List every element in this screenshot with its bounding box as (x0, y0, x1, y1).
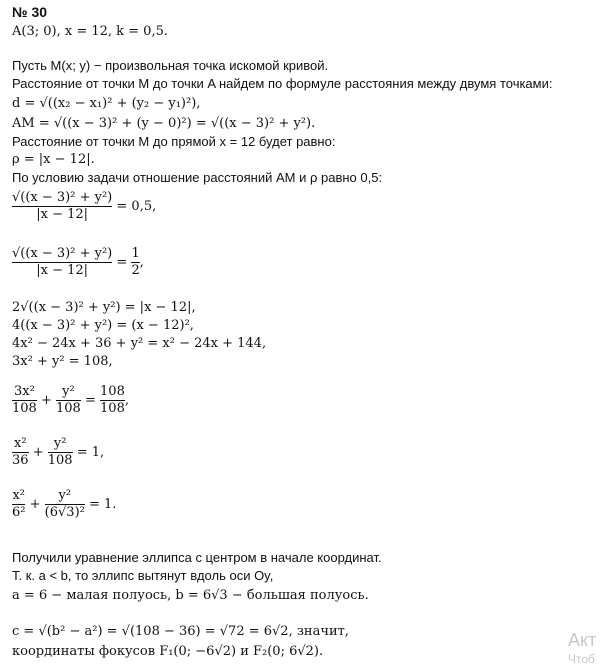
comma: , (139, 255, 144, 270)
denominator: (6√3)² (44, 505, 85, 520)
watermark-line-2: Чтоб (568, 652, 595, 666)
algebra-line-2: 4((x − 3)² + y²) = (x − 12)², (12, 318, 194, 333)
denominator: 108 (47, 453, 73, 468)
denominator: 36 (12, 453, 29, 468)
denominator: |x − 12| (12, 206, 112, 223)
plus-sign: + (40, 393, 52, 408)
watermark-line-1: Акт (568, 630, 597, 650)
distance-formula: d = √((x₂ − x₁)² + (y₂ − y₁)²), (12, 96, 201, 111)
comma: , (124, 393, 129, 408)
numerator: y² (62, 384, 75, 399)
numerator: 108 (100, 384, 125, 399)
equation-ratio-1 (12, 190, 156, 223)
denominator: 108 (100, 401, 125, 416)
equation-ratio-2 (12, 246, 144, 279)
numerator: x² (14, 436, 27, 451)
conclusion-line-4: c = √(b² − a²) = √(108 − 36) = √72 = 6√2, значит, (12, 624, 349, 639)
text-line-7: По условию задачи отношение расстояний AM и ρ равно 0,5: (12, 170, 383, 185)
text-line-1: Пусть M(x; y) − произвольная точка искомой кривой. (12, 58, 329, 73)
numerator: √((x − 3)² + y²) (12, 246, 113, 261)
fraction (12, 246, 112, 279)
text-line-5: Расстояние от точки M до прямой x = 12 будет равно: (12, 134, 336, 149)
fraction (131, 246, 139, 279)
denominator: 2 (131, 263, 140, 278)
algebra-line-1: 2√((x − 3)² + y²) = |x − 12|, (12, 300, 196, 315)
conclusion-line-5: координаты фокусов F₁(0; −6√2) и F₂(0; 6√2). (12, 644, 324, 659)
numerator: 3x² (14, 384, 35, 399)
text-line-2: Расстояние от точки M до точки A найдем по формуле расстояния между двумя точками: (12, 76, 553, 91)
fraction (12, 488, 25, 521)
am-formula: AM = √((x − 3)² + (y − 0)²) = √((x − 3)² + y²). (12, 116, 316, 131)
denominator: 6² (12, 505, 26, 520)
denominator: 108 (12, 401, 37, 416)
given-values: A(3; 0), x = 12, k = 0,5. (12, 24, 168, 39)
equation-canonical-1 (12, 436, 104, 469)
numerator: √((x − 3)² + y²) (12, 190, 113, 205)
rhs: = 0,5, (116, 199, 157, 214)
fraction (12, 190, 112, 223)
numerator: 1 (131, 246, 140, 261)
equals-sign: = (116, 255, 128, 270)
equation-canonical-2 (12, 488, 116, 521)
rhs: = 1. (89, 497, 117, 512)
numerator: y² (53, 436, 67, 451)
conclusion-line-3: a = 6 − малая полуось, b = 6√3 − большая полуось. (12, 588, 369, 603)
fraction (12, 384, 37, 417)
fraction (56, 384, 81, 417)
fraction (12, 436, 29, 469)
denominator: 108 (56, 401, 81, 416)
conclusion-line-2: Т. к. a < b, то эллипс вытянут вдоль оси Oy, (12, 568, 274, 583)
fraction (100, 384, 125, 417)
equation-divide (12, 384, 129, 417)
plus-sign: + (32, 445, 44, 460)
denominator: |x − 12| (12, 262, 112, 279)
numerator: y² (58, 488, 72, 503)
algebra-line-4: 3x² + y² = 108, (12, 354, 113, 369)
rhs: = 1, (76, 445, 105, 460)
equals-sign: = (84, 393, 96, 408)
plus-sign: + (29, 497, 41, 512)
fraction (45, 488, 85, 521)
problem-number: № 30 (12, 4, 48, 20)
fraction (48, 436, 73, 469)
numerator: x² (12, 488, 26, 503)
rho-formula: ρ = |x − 12|. (12, 152, 95, 167)
algebra-line-3: 4x² − 24x + 36 + y² = x² − 24x + 144, (12, 336, 267, 351)
conclusion-line-1: Получили уравнение эллипса с центром в начале координат. (12, 550, 382, 565)
